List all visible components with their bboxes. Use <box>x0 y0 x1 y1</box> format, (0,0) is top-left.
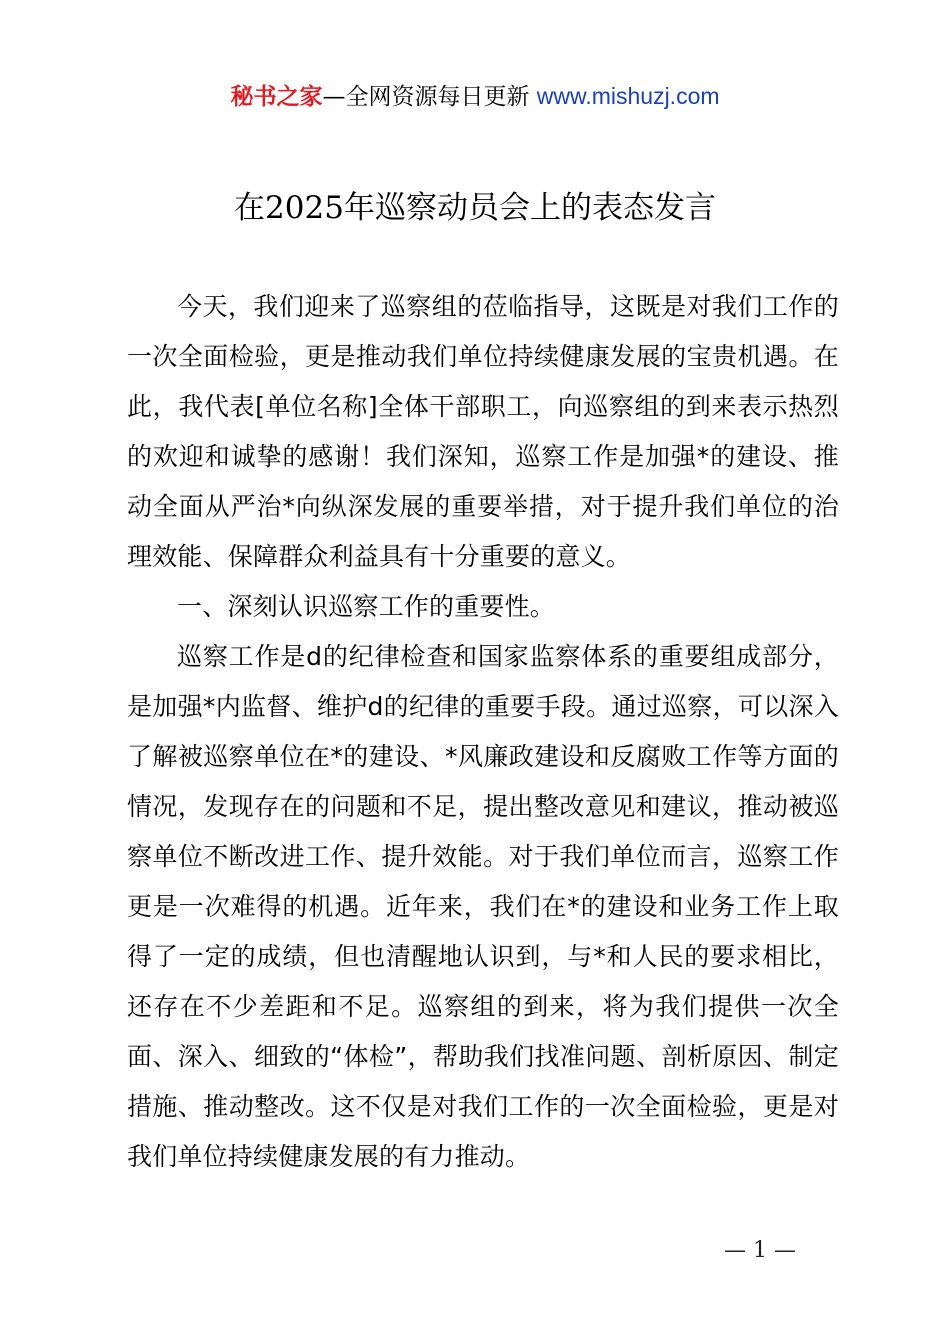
site-name: 秘书之家 <box>230 84 323 110</box>
paragraph-intro: 今天，我们迎来了巡察组的莅临指导，这既是对我们工作的一次全面检验，更是推动我们单位持续健康发展的宝贵机遇。在此，我代表[单位名称]全体干部职工，向巡察组的到来表示热烈的欢迎和诚挚的感谢！我们深知，巡察工作是加强*的建设、推动全面从严治*向纵深发展的重要举措，对于提升我们单位的治理效能、保障群众利益具有十分重要的意义。 <box>127 292 839 571</box>
site-url-link[interactable]: www.mishuzj.com <box>536 83 720 109</box>
site-tagline: —全网资源每日更新 <box>322 84 537 110</box>
section-heading-1: 一、深刻认识巡察工作的重要性。 <box>177 592 556 621</box>
site-banner <box>0 80 950 113</box>
page-number: — 1 — <box>724 1238 796 1263</box>
document-title: 在2025年巡察动员会上的表态发言 <box>234 190 716 226</box>
document-body <box>127 282 839 1182</box>
paragraph-section-1: 巡察工作是d的纪律检查和国家监察体系的重要组成部分，是加强*内监督、维护d的纪律的重要手段。通过巡察，可以深入了解被巡察单位在*的建设、*风廉政建设和反腐败工作等方面的情况，发现存在的问题和不足，提出整改意见和建议，推动被巡察单位不断改进工作、提升效能。对于我们单位而言，巡察工作更是一次难得的机遇。近年来，我们在*的建设和业务工作上取得了一定的成绩，但也清醒地认识到，与*和人民的要求相比，还存在不少差距和不足。巡察组的到来，将为我们提供一次全面、深入、细致的“体检”，帮助我们找准问题、剖析原因、制定措施、推动整改。这不仅是对我们工作的一次全面检验，更是对我们单位持续健康发展的有力推动。 <box>127 642 839 1171</box>
